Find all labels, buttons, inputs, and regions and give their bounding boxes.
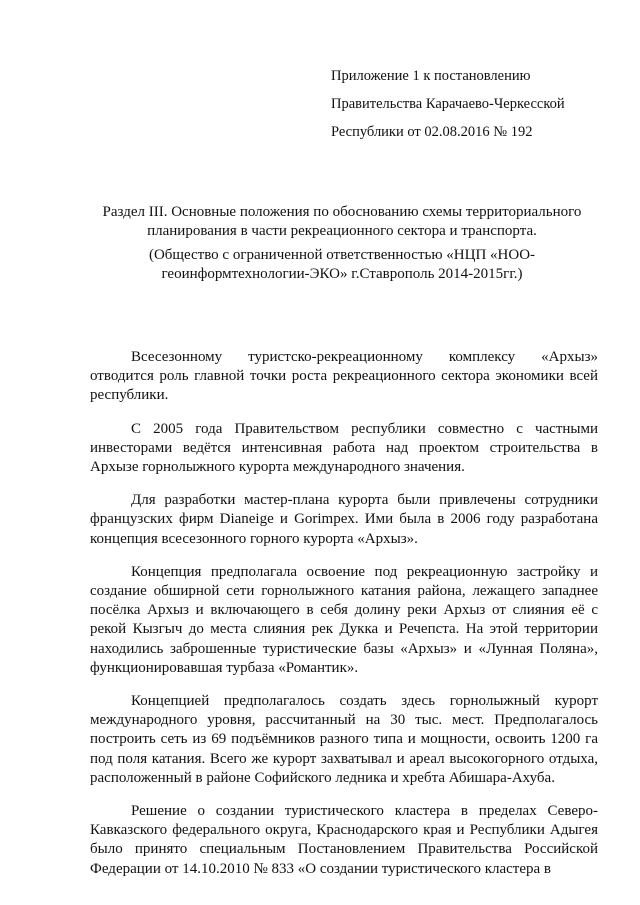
appendix-line-3: Республики от 02.08.2016 № 192	[331, 124, 533, 140]
paragraph: Решение о создании туристического кластера в пределах Северо-Кавказского федерального округа, Краснодарского края и Республики Адыгея было принято специальным Постановлением Правительства Российской Федерации от 14.10.2010 № 833 «О создании туристического кластера в	[90, 803, 598, 877]
paragraph: С 2005 года Правительством республики совместно с частными инвесторами ведётся интенсивная работа над проектом строительства в Архызе горнолыжного курорта международного значения.	[90, 420, 598, 476]
organization-note: (Общество с ограниченной ответственностью «НЦП «НОО-геоинформтехнологии-ЭКО» г.Ставрополь 2014-2015гг.)	[148, 247, 536, 282]
paragraph: Всесезонному туристско-рекреационному комплексу «Архыз» отводится роль главной точки роста рекреационного сектора экономики всей республики.	[90, 349, 598, 404]
appendix-header	[331, 62, 631, 146]
section-title: Раздел III. Основные положения по обоснованию схемы территориального планирования в части рекреационного сектора и транспорта.	[102, 204, 582, 239]
paragraph: Концепция предполагала освоение под рекреационную застройку и создание обширной сети горнолыжного катания района, лежащего западнее посёлка Архыз и включающего в себя долину реки Архыз от слияния её с рекой Кызгыч до места слияния рек Дукка и Речепста. На этой территории находились заброшенные туристические базы «Архыз» и «Лунная Поляна», функционировавшая турбаза «Романтик».	[90, 563, 598, 676]
appendix-line-1: Приложение 1 к постановлению	[331, 68, 531, 84]
paragraph: Концепцией предполагалось создать здесь горнолыжный курорт международного уровня, рассчитанный на 30 тыс. мест. Предполагалось построить сеть из 69 подъёмников разного типа и мощности, освоить 1200 га под поля катания. Всего же курорт захватывал и ареал высокогорного отдыха, расположенный в районе Софийского ледника и хребта Абишара-Ахуба.	[90, 693, 598, 786]
body-text	[90, 348, 598, 893]
paragraph: Для разработки мастер-плана курорта были привлечены сотрудники французских фирм Dianeige и Gorimpex. Ими была в 2006 году разработана концепция всесезонного горного курорта «Архыз».	[90, 492, 598, 547]
appendix-line-2: Правительства Карачаево-Черкесской	[331, 96, 565, 112]
